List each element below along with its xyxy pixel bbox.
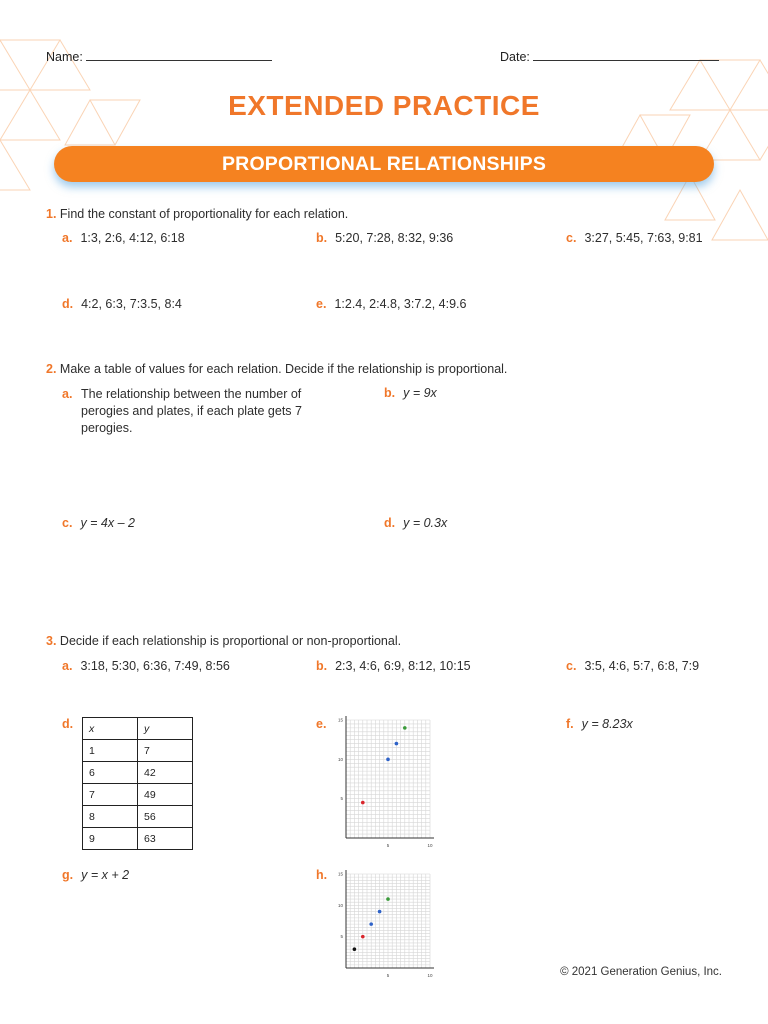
table-row: [83, 828, 193, 850]
data-point: [361, 935, 365, 939]
x-tick-label: 5: [386, 973, 390, 978]
scatter-graph-e: [334, 712, 438, 850]
q1-item-c: [566, 231, 703, 245]
item-text: y = 9x: [403, 386, 437, 400]
q3-item-d-label: [62, 717, 81, 731]
table-cell: 49: [138, 784, 193, 806]
x-tick-label: 5: [386, 843, 390, 848]
data-point: [395, 742, 399, 746]
item-label: b.: [316, 659, 328, 673]
question-number: 2.: [46, 362, 57, 376]
item-label: e.: [316, 297, 327, 311]
date-blank-line[interactable]: [533, 48, 719, 61]
y-tick-label: 15: [337, 871, 343, 877]
item-text: 2:3, 4:6, 6:9, 8:12, 10:15: [335, 659, 471, 673]
table-cell: 7: [138, 740, 193, 762]
question-number: 3.: [46, 634, 57, 648]
decorative-triangle-pattern: [0, 0, 768, 260]
item-text: 4:2, 6:3, 7:3.5, 8:4: [81, 297, 182, 311]
q3-item-g: [62, 868, 129, 882]
question-3: [46, 634, 401, 648]
y-tick-label: 15: [337, 717, 343, 723]
item-text: 5:20, 7:28, 8:32, 9:36: [335, 231, 454, 245]
item-text: 1:2.4, 2:4.8, 3:7.2, 4:9.6: [334, 297, 467, 311]
item-label: e.: [316, 717, 327, 731]
table-header-cell: x: [83, 718, 138, 740]
item-label: a.: [62, 387, 73, 401]
q2-item-c: [62, 516, 135, 530]
date-label: Date:: [500, 50, 530, 64]
question-text: Find the constant of proportionality for each relation.: [59, 207, 349, 221]
q1-item-a: [62, 231, 185, 245]
y-tick-label: 5: [340, 934, 343, 940]
item-label: c.: [566, 231, 577, 245]
y-tick-label: 5: [340, 796, 343, 802]
data-point: [386, 758, 390, 762]
item-text: y = 0.3x: [403, 516, 448, 530]
q2-item-a: [62, 386, 362, 437]
item-label: b.: [316, 231, 328, 245]
table-row: [83, 740, 193, 762]
table-cell: 6: [83, 762, 138, 784]
name-field[interactable]: [46, 48, 272, 64]
table-header-row: [83, 718, 193, 740]
table-header-cell: y: [138, 718, 193, 740]
page-title: EXTENDED PRACTICE: [228, 90, 540, 121]
question-text: Make a table of values for each relation. Decide if the relationship is proportional.: [59, 362, 508, 376]
q3-item-c: [566, 659, 699, 673]
item-label: d.: [62, 717, 74, 731]
item-label: c.: [62, 516, 73, 530]
q2-item-d: [384, 516, 447, 530]
question-1: [46, 207, 348, 221]
q3-item-f: [566, 717, 633, 731]
item-text: The relationship between the number of perogies and plates, if each plate gets 7 perogies.: [81, 387, 302, 435]
data-point: [386, 897, 390, 901]
item-text: 3:5, 4:6, 5:7, 6:8, 7:9: [584, 659, 700, 673]
q1-item-b: [316, 231, 453, 245]
item-label: a.: [62, 231, 73, 245]
item-label: d.: [62, 297, 74, 311]
table-cell: 7: [83, 784, 138, 806]
item-text: 3:18, 5:30, 6:36, 7:49, 8:56: [80, 659, 230, 673]
item-text: y = 4x – 2: [80, 516, 135, 530]
q1-item-e: [316, 297, 466, 311]
q3-item-a: [62, 659, 230, 673]
table-cell: 8: [83, 806, 138, 828]
data-point: [353, 947, 357, 951]
q3-item-h-label: [316, 868, 335, 882]
table-row: [83, 762, 193, 784]
data-point: [403, 726, 407, 730]
y-tick-label: 10: [337, 756, 343, 762]
date-field[interactable]: [500, 48, 719, 64]
data-point: [369, 922, 373, 926]
item-label: c.: [566, 659, 577, 673]
question-text: Decide if each relationship is proportional or non-proportional.: [59, 634, 402, 648]
question-number: 1.: [46, 207, 57, 221]
table-cell: 42: [138, 762, 193, 784]
q1-item-d: [62, 297, 182, 311]
copyright-footer: © 2021 Generation Genius, Inc.: [560, 966, 722, 978]
q2-item-b: [384, 386, 437, 400]
item-text: 3:27, 5:45, 7:63, 9:81: [584, 231, 703, 245]
name-label: Name:: [46, 50, 83, 64]
values-table: [82, 717, 193, 850]
item-label: h.: [316, 868, 328, 882]
item-text: y = 8.23x: [581, 717, 633, 731]
table-cell: 56: [138, 806, 193, 828]
table-row: [83, 784, 193, 806]
y-tick-label: 10: [337, 902, 343, 908]
table-cell: 1: [83, 740, 138, 762]
name-blank-line[interactable]: [86, 48, 272, 61]
table-cell: 63: [138, 828, 193, 850]
item-label: a.: [62, 659, 73, 673]
data-point: [378, 910, 382, 914]
data-point: [361, 801, 365, 805]
item-text: 1:3, 2:6, 4:12, 6:18: [80, 231, 185, 245]
question-2: [46, 362, 507, 376]
page-subtitle: PROPORTIONAL RELATIONSHIPS: [221, 153, 547, 175]
x-tick-label: 10: [427, 973, 433, 978]
x-tick-label: 10: [427, 843, 433, 848]
item-label: b.: [384, 386, 396, 400]
item-label: d.: [384, 516, 396, 530]
q3-item-b: [316, 659, 471, 673]
scatter-graph-h: [334, 866, 438, 980]
item-label: f.: [566, 717, 574, 731]
q3-item-e-label: [316, 717, 334, 731]
table-cell: 9: [83, 828, 138, 850]
table-row: [83, 806, 193, 828]
item-label: g.: [62, 868, 74, 882]
item-text: y = x + 2: [81, 868, 130, 882]
